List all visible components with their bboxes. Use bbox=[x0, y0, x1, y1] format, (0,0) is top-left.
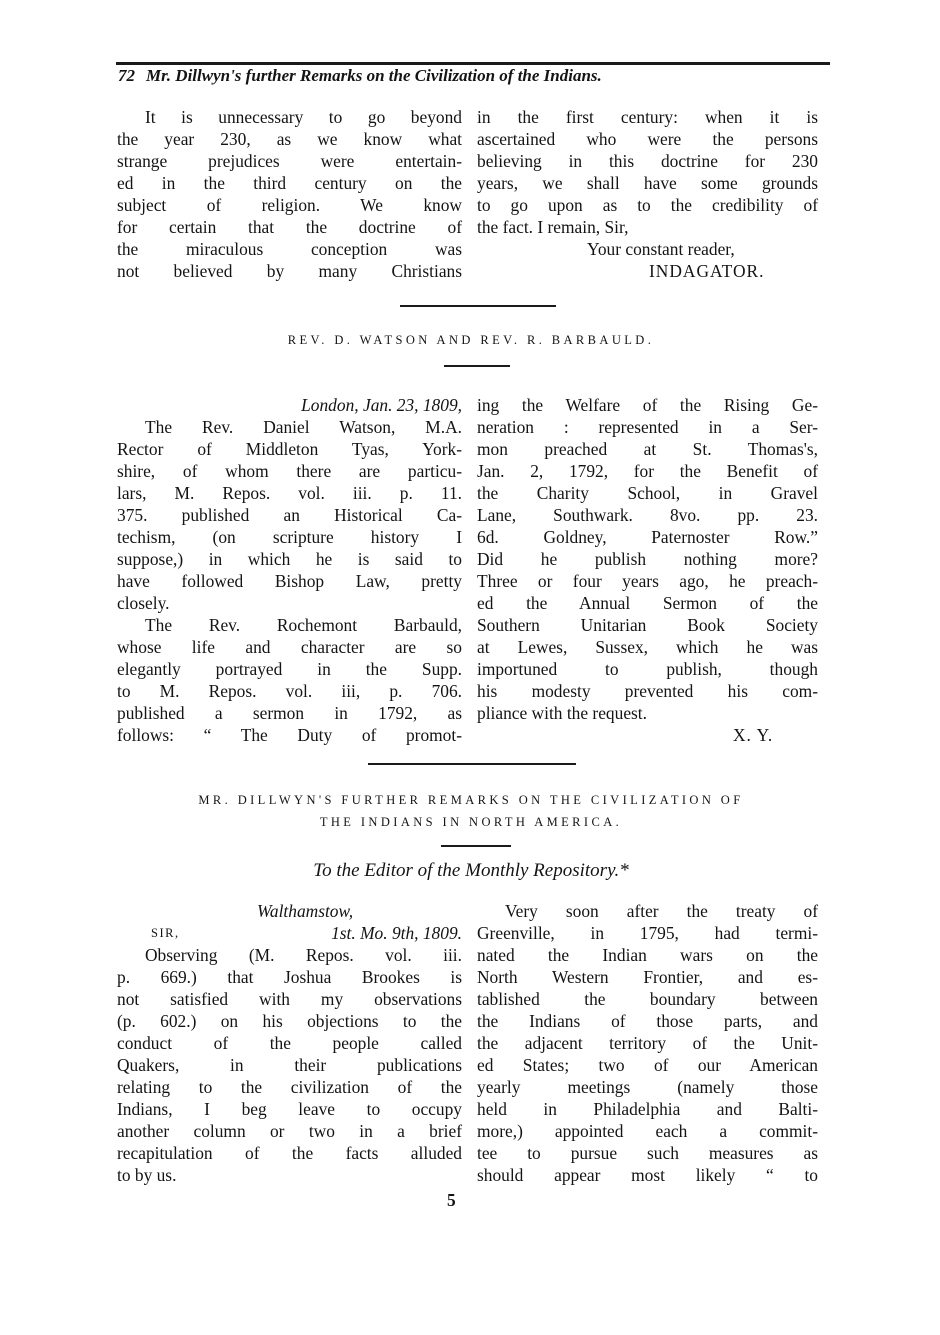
text-line: tee to pursue such measures as bbox=[477, 1143, 818, 1163]
text-line: Southern Unitarian Book Society bbox=[477, 615, 818, 635]
header-rule bbox=[116, 62, 830, 65]
signature: INDAGATOR. bbox=[649, 261, 765, 281]
text-line: yearly meetings (namely those bbox=[477, 1077, 818, 1097]
running-title: Mr. Dillwyn's further Remarks on the Civilization of the Indians. bbox=[146, 66, 602, 85]
text-line: Jan. 2, 1792, for the Benefit of bbox=[477, 461, 818, 481]
text-line: Did he publish nothing more? bbox=[477, 549, 818, 569]
text-line: subject of religion. We know bbox=[117, 195, 462, 215]
text-line: Very soon after the treaty of bbox=[505, 901, 818, 921]
text-line: Lane, Southwark. 8vo. pp. 23. bbox=[477, 505, 818, 525]
text-line: the year 230, as we know what bbox=[117, 129, 462, 149]
text-line: the miraculous conception was bbox=[117, 239, 462, 259]
text-line: mon preached at St. Thomas's, bbox=[477, 439, 818, 459]
text-line: another column or two in a brief bbox=[117, 1121, 462, 1141]
signature-mark: 5 bbox=[447, 1190, 456, 1210]
text-line: believing in this doctrine for 230 bbox=[477, 151, 818, 171]
text-line: the fact. I remain, Sir, bbox=[477, 217, 629, 237]
text-line: more,) appointed each a commit- bbox=[477, 1121, 818, 1141]
text-line: ing the Welfare of the Rising Ge- bbox=[477, 395, 818, 415]
text-line: lars, M. Repos. vol. iii. p. 11. bbox=[117, 483, 462, 503]
salutation: SIR, bbox=[151, 926, 180, 940]
text-line: pliance with the request. bbox=[477, 703, 647, 723]
signature: X. Y. bbox=[733, 725, 774, 745]
text-line: his modesty prevented his com- bbox=[477, 681, 818, 701]
text-line: It is unnecessary to go beyond bbox=[145, 107, 462, 127]
text-line: North Western Frontier, and es- bbox=[477, 967, 818, 987]
text-line: strange prejudices were entertain- bbox=[117, 151, 462, 171]
text-line: the adjacent territory of the Unit- bbox=[477, 1033, 818, 1053]
text-line: years, we shall have some grounds bbox=[477, 173, 818, 193]
text-line: suppose,) in which he is said to bbox=[117, 549, 462, 569]
text-line: Rector of Middleton Tyas, York- bbox=[117, 439, 462, 459]
place-line: Walthamstow, bbox=[257, 901, 354, 921]
text-line: the Indians of those parts, and bbox=[477, 1011, 818, 1031]
text-line: shire, of whom there are particu- bbox=[117, 461, 462, 481]
section-divider bbox=[368, 763, 576, 765]
text-line: Indians, I beg leave to occupy bbox=[117, 1099, 462, 1119]
text-line: to M. Repos. vol. iii, p. 706. bbox=[117, 681, 462, 701]
text-line: ascertained who were the persons bbox=[477, 129, 818, 149]
text-line: follows: “ The Duty of promot- bbox=[117, 725, 462, 745]
text-line: in the first century: when it is bbox=[477, 107, 818, 127]
text-line: recapitulation of the facts alluded bbox=[117, 1143, 462, 1163]
text-line: closely. bbox=[117, 593, 170, 613]
text-line: not satisfied with my observations bbox=[117, 989, 462, 1009]
text-line: Observing (M. Repos. vol. iii. bbox=[145, 945, 462, 965]
editor-address: To the Editor of the Monthly Repository.* bbox=[313, 860, 629, 881]
text-line: have followed Bishop Law, pretty bbox=[117, 571, 462, 591]
section-heading: THE INDIANS IN NORTH AMERICA. bbox=[319, 815, 623, 829]
text-line: the Charity School, in Gravel bbox=[477, 483, 818, 503]
text-line: to by us. bbox=[117, 1165, 177, 1185]
text-line: ed in the third century on the bbox=[117, 173, 462, 193]
section-divider bbox=[400, 305, 556, 307]
text-line: The Rev. Daniel Watson, M.A. bbox=[145, 417, 462, 437]
text-line: 6d. Goldney, Paternoster Row.” bbox=[477, 527, 818, 547]
text-line: whose life and character are so bbox=[117, 637, 462, 657]
page-number: 72 bbox=[118, 66, 135, 85]
text-line: ed States; two of our American bbox=[477, 1055, 818, 1075]
text-line: Greenville, in 1795, had termi- bbox=[477, 923, 818, 943]
text-line: The Rev. Rochemont Barbauld, bbox=[145, 615, 462, 635]
text-line: p. 669.) that Joshua Brookes is bbox=[117, 967, 462, 987]
dateline: 1st. Mo. 9th, 1809. bbox=[331, 923, 462, 943]
closing-line: Your constant reader, bbox=[587, 239, 735, 259]
section-heading: MR. DILLWYN'S FURTHER REMARKS ON THE CIVILIZATION OF bbox=[198, 793, 744, 807]
section-heading: REV. D. WATSON AND REV. R. BARBAULD. bbox=[287, 333, 655, 347]
heading-underline bbox=[441, 845, 511, 847]
text-line: elegantly portrayed in the Supp. bbox=[117, 659, 462, 679]
text-line: importuned to publish, though bbox=[477, 659, 818, 679]
heading-underline bbox=[444, 365, 510, 367]
text-line: for certain that the doctrine of bbox=[117, 217, 462, 237]
text-line: techism, (on scripture history I bbox=[117, 527, 462, 547]
text-line: tablished the boundary between bbox=[477, 989, 818, 1009]
text-line: relating to the civilization of the bbox=[117, 1077, 462, 1097]
text-line: conduct of the people called bbox=[117, 1033, 462, 1053]
text-line: Quakers, in their publications bbox=[117, 1055, 462, 1075]
text-line: to go upon as to the credibility of bbox=[477, 195, 818, 215]
text-line: nated the Indian wars on the bbox=[477, 945, 818, 965]
text-line: Three or four years ago, he preach- bbox=[477, 571, 818, 591]
text-line: should appear most likely “ to bbox=[477, 1165, 818, 1185]
text-line: neration : represented in a Ser- bbox=[477, 417, 818, 437]
text-line: held in Philadelphia and Balti- bbox=[477, 1099, 818, 1119]
text-line: not believed by many Christians bbox=[117, 261, 462, 281]
text-line: ed the Annual Sermon of the bbox=[477, 593, 818, 613]
text-line: at Lewes, Sussex, which he was bbox=[477, 637, 818, 657]
dateline: London, Jan. 23, 1809, bbox=[301, 395, 462, 415]
text-line: 375. published an Historical Ca- bbox=[117, 505, 462, 525]
text-line: published a sermon in 1792, as bbox=[117, 703, 462, 723]
running-header bbox=[118, 66, 830, 90]
text-line: (p. 602.) on his objections to the bbox=[117, 1011, 462, 1031]
